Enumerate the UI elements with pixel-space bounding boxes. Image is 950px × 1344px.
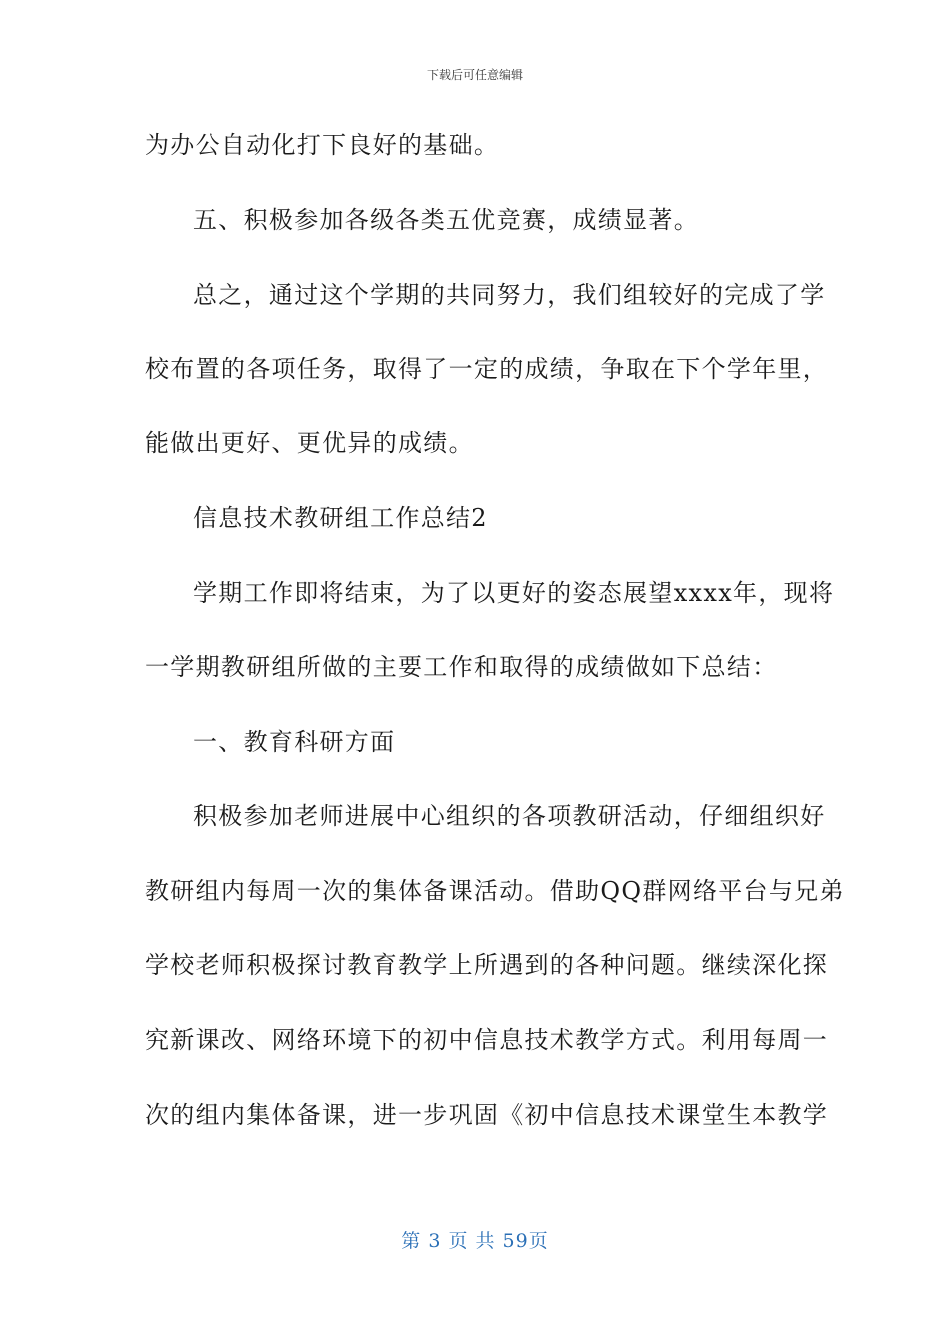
body-line: 教研组内每周一次的集体备课活动。借助QQ群网络平台与兄弟 [145, 877, 845, 905]
body-line: 五、积极参加各级各类五优竞赛，成绩显著。 [193, 206, 699, 234]
section-heading: 信息技术教研组工作总结2 [193, 504, 488, 532]
body-line: 为办公自动化打下良好的基础。 [145, 131, 500, 159]
page-header: 下载后可任意编辑 [426, 68, 523, 82]
body-line: 学期工作即将结束，为了以更好的姿态展望xxxx年，现将 [193, 579, 835, 607]
body-line: 能做出更好、更优异的成绩。 [145, 429, 474, 457]
body-line: 一学期教研组所做的主要工作和取得的成绩做如下总结： [145, 653, 778, 681]
body-line: 次的组内集体备课，进一步巩固《初中信息技术课堂生本教学 [145, 1101, 829, 1129]
page-number-footer: 第 3 页 共 59页 [401, 1230, 549, 1252]
body-line: 究新课改、网络环境下的初中信息技术教学方式。利用每周一 [145, 1026, 829, 1054]
body-line: 校布置的各项任务，取得了一定的成绩，争取在下个学年里， [145, 355, 829, 383]
body-line: 学校老师积极探讨教育教学上所遇到的各种问题。继续深化探 [145, 951, 829, 979]
body-line: 积极参加老师进展中心组织的各项教研活动，仔细组织好 [193, 802, 826, 830]
body-line: 总之，通过这个学期的共同努力，我们组较好的完成了学 [193, 281, 826, 309]
subsection-heading: 一、教育科研方面 [193, 728, 396, 756]
